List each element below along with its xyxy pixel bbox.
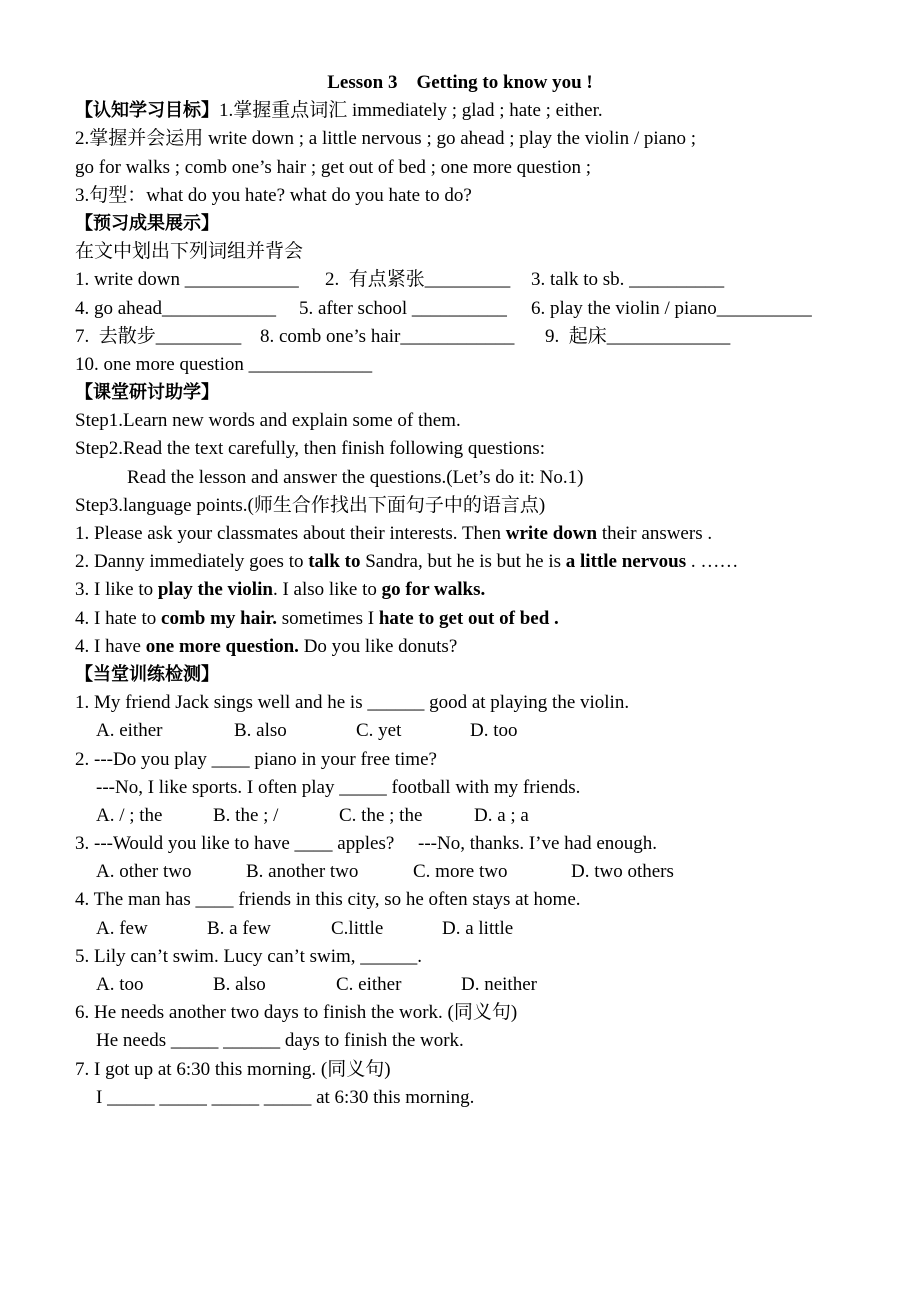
vocab-item: 8. comb one’s hair____________ [260, 325, 515, 347]
question-2-options [75, 802, 880, 830]
question-1-options [75, 717, 880, 745]
question-7-answer: I _____ _____ _____ _____ at 6:30 this morning. [96, 1086, 475, 1108]
goals-line-3: go for walks ; comb one’s hair ; get out of bed ; one more question ; [75, 156, 592, 178]
key-phrase: play the violin [157, 579, 273, 601]
sentence-text: 1. Please ask your classmates about their interests. Then [75, 523, 506, 544]
question-7: 7. I got up at 6:30 this morning. (同义句) [75, 1058, 391, 1080]
vocab-item: 7. 去散步_________ [75, 325, 242, 347]
vocab-item: 2. 有点紧张_________ [325, 269, 511, 291]
preview-instruction: 在文中划出下列词组并背会 [75, 241, 304, 263]
question-6-answer: He needs _____ ______ days to finish the work. [96, 1030, 464, 1052]
sentence-text: 4. I hate to [75, 607, 162, 629]
question-4: 4. The man has ____ friends in this city, so he often stays at home. [75, 889, 581, 911]
option-d: D. too [470, 720, 518, 742]
vocab-item: 10. one more question _____________ [75, 353, 373, 375]
sentence-text: 2. Danny immediately goes to [75, 551, 309, 573]
option-c: C. the ; the [339, 804, 423, 826]
vocab-item: 3. talk to sb. __________ [531, 269, 725, 291]
question-2-reply: ---No, I like sports. I often play _____ football with my friends. [96, 776, 581, 798]
key-phrase: one more question. [145, 635, 299, 657]
key-phrase: talk to [308, 551, 361, 573]
question-6: 6. He needs another two days to finish the work. (同义句) [75, 1002, 518, 1024]
section-header-class: 【课堂研讨助学】 [75, 382, 219, 404]
option-c: C. either [336, 974, 402, 995]
option-b: B. also [213, 974, 266, 995]
option-b: B. a few [207, 917, 271, 939]
key-phrase: comb my hair. [161, 607, 277, 629]
question-5-options [75, 971, 880, 999]
key-phrase: write down [505, 523, 598, 544]
key-phrase: a little nervous [565, 551, 687, 573]
step-2-sub: Read the lesson and answer the questions.(Let’s do it: No.1) [127, 466, 584, 488]
vocab-row [75, 295, 880, 323]
sentence-text: . …… [686, 551, 739, 573]
question-1: 1. My friend Jack sings well and he is ______ good at playing the violin. [75, 692, 630, 714]
question-4-options [75, 915, 880, 943]
option-b: B. also [234, 720, 287, 742]
option-d: D. a ; a [474, 804, 529, 826]
sentence-text: . I also like to [272, 579, 382, 601]
question-2: 2. ---Do you play ____ piano in your free time? [75, 748, 437, 770]
option-c: C. more two [413, 861, 508, 883]
language-point-sentence [75, 520, 880, 548]
step-1: Step1.Learn new words and explain some of them. [75, 410, 461, 432]
section-header-preview: 【预习成果展示】 [75, 212, 219, 234]
section-header-goals: 【认知学习目标】 [75, 100, 219, 122]
vocab-row [75, 351, 880, 379]
key-phrase: hate to get out of bed . [378, 607, 559, 629]
vocab-item: 1. write down ____________ [75, 269, 299, 291]
vocab-item: 4. go ahead____________ [75, 297, 277, 319]
vocab-row [75, 323, 880, 351]
sentence-text: their answers . [597, 523, 713, 544]
option-a: A. other two [96, 861, 192, 883]
option-c: C.little [331, 917, 384, 939]
option-d: D. neither [461, 974, 537, 995]
question-3: 3. ---Would you like to have ____ apples? ---No, thanks. I’ve had enough. [75, 833, 658, 855]
vocab-item: 9. 起床_____________ [545, 325, 731, 347]
question-5: 5. Lily can’t swim. Lucy can’t swim, ______. [75, 945, 423, 967]
option-b: B. the ; / [213, 804, 279, 826]
language-point-sentence [75, 633, 880, 661]
key-phrase: go for walks. [381, 579, 486, 601]
sentence-text: 3. I like to [75, 579, 158, 601]
sentence-text: Do you like donuts? [298, 635, 458, 657]
vocab-item: 5. after school __________ [299, 297, 507, 319]
vocab-item: 6. play the violin / piano__________ [531, 297, 812, 319]
worksheet-content [75, 69, 880, 1112]
option-a: A. / ; the [96, 804, 163, 826]
option-a: A. few [96, 917, 148, 939]
vocab-row [75, 266, 880, 294]
sentence-text: 4. I have [75, 635, 146, 657]
step-2: Step2.Read the text carefully, then finish following questions: [75, 438, 545, 460]
page-title: Lesson 3 Getting to know you ! [327, 72, 593, 93]
option-c: C. yet [356, 720, 402, 742]
option-d: D. a little [442, 917, 514, 939]
sentence-text: Sandra, but he is but he is [360, 551, 566, 573]
language-point-sentence [75, 605, 880, 633]
goals-line-4: 3.句型：what do you hate? what do you hate to do? [75, 184, 472, 206]
language-point-sentence [75, 576, 880, 604]
goal-text: 1.掌握重点词汇 immediately ; glad ; hate ; either. [219, 100, 603, 122]
option-b: B. another two [246, 861, 359, 883]
option-a: A. too [96, 974, 144, 995]
step-3: Step3.language points.(师生合作找出下面句子中的语言点) [75, 494, 546, 516]
goals-line-1 [75, 97, 880, 125]
goals-line-2: 2.掌握并会运用 write down ; a little nervous ; go ahead ; play the violin / piano ; [75, 128, 697, 150]
language-point-sentence [75, 548, 880, 576]
section-header-test: 【当堂训练检测】 [75, 663, 219, 685]
sentence-text: sometimes I [276, 607, 379, 629]
option-a: A. either [96, 720, 163, 742]
question-3-options [75, 858, 880, 886]
option-d: D. two others [571, 861, 674, 883]
